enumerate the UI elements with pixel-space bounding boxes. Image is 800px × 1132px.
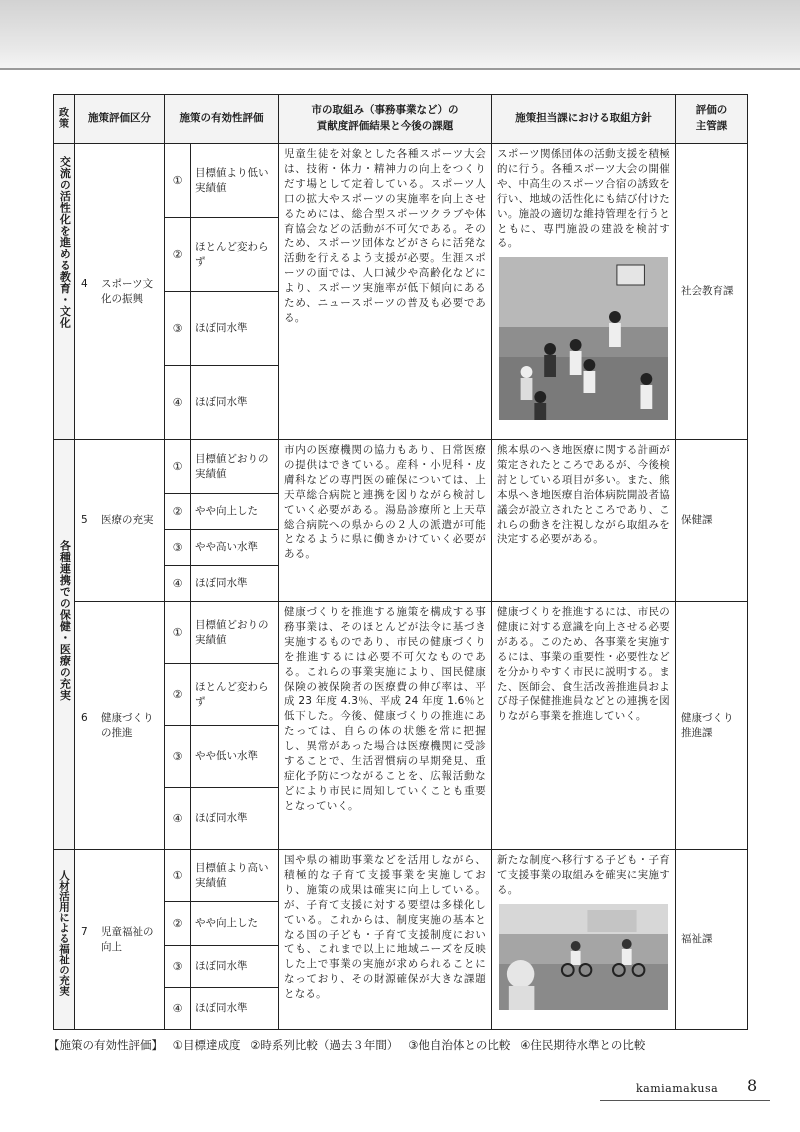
eval-mark: ③ (165, 530, 191, 566)
category-cell (75, 602, 165, 850)
legend-item: ①目標達成度 (172, 1038, 241, 1052)
contribution-text: 児童生徒を対象とした各種スポーツ大会は、技術・体力・精神力の向上をつくりだす場として定着している。スポーツ人口の拡大やスポーツの実施率を向上させるためには、総合型スポーツクラブや体育協会などの活動が不可欠である。そのため、スポーツ団体などがさらに活発な活動を行えるよう支援が必要。生涯スポーツの面では、人口減少や高齢化などにより、スポーツ実施率が低下傾向にあるため、ニュースポーツの普及も必要である。 (279, 144, 492, 440)
category-name: 医療の充実 (101, 514, 154, 527)
eval-value: ほぼ同水準 (191, 946, 279, 988)
dept-policy-text: 熊本県のへき地医療に関する計画が策定されたところであるが、今後検討としている項目が多い。また、熊本県へき地医療自治体病院開設者協議会が設立されたところであり、これらの動きを注視しながら取組みを決定する必要がある。 (492, 440, 676, 602)
eval-value: やや低い水準 (191, 726, 279, 788)
header-contribution: 市の取組み（事務事業など）の 貢献度評価結果と今後の課題 (279, 95, 492, 144)
eval-mark: ② (165, 494, 191, 530)
eval-value: 目標値より低い実績値 (191, 144, 279, 218)
category-number: 6 (81, 711, 88, 724)
legend (48, 1037, 768, 1053)
category-name: 健康づくりの推進 (101, 711, 154, 739)
dept-policy-text: 健康づくりを推進するには、市民の健康に対する意識を向上させる必要がある。このため、各事業を実施するには、事業の重要性・必要性などを分かりやすく市民に説明する。また、医師会、食生活改善推進員および母子保健推進員などとの連携を図りながら事業を推進していく。 (492, 602, 676, 850)
page-number: 8 (747, 1076, 758, 1095)
eval-mark: ② (165, 664, 191, 726)
header-category: 施策評価区分 (75, 95, 165, 144)
table-row (54, 440, 748, 494)
eval-mark: ④ (165, 788, 191, 850)
header-responsible: 評価の 主管課 (676, 95, 748, 144)
top-header-band (0, 0, 800, 70)
eval-value: 目標値どおりの実績値 (191, 602, 279, 664)
legend-label: 【施策の有効性評価】 (48, 1038, 163, 1052)
category-name: スポーツ文化の振興 (101, 277, 154, 305)
contribution-text: 国や県の補助事業などを活用しながら、積極的な子育て支援事業を実施しており、施策の成果は確実に向上している。が、子育て支援に対する要望は多様化している。これからは、制度実施の基本となる国の子ども・子育て支援制度においても、これまで以上に地域ニーズを反映した上で事業の実施が求められることになっており、その財源確保が大きな課題となる。 (279, 850, 492, 1030)
policy-cell (54, 440, 75, 850)
balance-bike-photo-icon (499, 904, 668, 1010)
eval-value: ほとんど変わらず (191, 218, 279, 292)
responsible-dept: 社会教育課 (676, 144, 748, 440)
header-dept-policy: 施策担当課における取組方針 (492, 95, 676, 144)
dept-policy-text: スポーツ関係団体の活動支援を積極的に行う。各種スポーツ大会の開催や、中高生のスポーツ合宿の誘致を行い、地域の活性化にも結び付けたい。施設の適切な維持管理を行うとともに、専門施設の建設を検討する。 (497, 148, 670, 250)
eval-mark: ② (165, 218, 191, 292)
eval-value: やや向上した (191, 902, 279, 946)
contribution-text: 健康づくりを推進する施策を構成する事務事業は、そのほとんどが法令に基づき実施するものであり、市民の健康づくりを推進するには必要不可欠なものである。これらの事業実施により、国民健康保険の被保険者の医療費の伸び率は、平成 23 年度 4.3％、平成 24 年度 1.6％と低下した。今後、健康づくりの推進にあたっては、自らの体の状態を常に把握し、異常があった場合は医療機関に受診することで、生活習慣病の早期発見、重症化予防につながることを、広報活動などにより市民に周知していくことも重要となっていく。 (279, 602, 492, 850)
eval-mark: ③ (165, 292, 191, 366)
eval-value: ほぼ同水準 (191, 788, 279, 850)
table-row (54, 602, 748, 664)
footer-rule (600, 1100, 770, 1101)
category-number: 5 (81, 514, 88, 527)
header-policy: 政策 (54, 95, 75, 144)
dept-policy-cell (492, 144, 676, 440)
legend-item: ④住民期待水準との比較 (520, 1038, 646, 1052)
table-row (54, 144, 748, 218)
eval-value: ほぼ同水準 (191, 566, 279, 602)
eval-value: ほぼ同水準 (191, 292, 279, 366)
eval-mark: ④ (165, 566, 191, 602)
responsible-dept: 保健課 (676, 440, 748, 602)
category-cell (75, 440, 165, 602)
header-effectiveness: 施策の有効性評価 (165, 95, 279, 144)
eval-mark: ② (165, 902, 191, 946)
category-number: 4 (81, 277, 88, 290)
eval-value: 目標値どおりの実績値 (191, 440, 279, 494)
eval-value: 目標値より高い実績値 (191, 850, 279, 902)
eval-value: ほぼ同水準 (191, 988, 279, 1030)
responsible-dept: 福祉課 (676, 850, 748, 1030)
policy-title: 人材活用による福祉の充実 (58, 870, 71, 996)
legend-item: ②時系列比較（過去３年間） (250, 1038, 399, 1052)
eval-mark: ① (165, 602, 191, 664)
eval-mark: ④ (165, 988, 191, 1030)
policy-cell (54, 850, 75, 1030)
policy-title: 交流の活性化を進める教育・文化 (58, 156, 72, 329)
contribution-text: 市内の医療機関の協力もあり、日常医療の提供はできている。産科・小児科・皮膚科などの専門医の確保については、上天草総合病院と連携を図りながら検討していく必要がある。湯島診療所と上天草総合病院への県からの２人の派遣が可能となるように県に働きかけていく必要がある。 (279, 440, 492, 602)
policy-title: 各種連携での保健・医療の充実 (58, 540, 72, 701)
table-row (54, 850, 748, 902)
basketball-photo (499, 257, 668, 420)
eval-mark: ③ (165, 946, 191, 988)
table-header-row (54, 95, 748, 144)
eval-mark: ① (165, 850, 191, 902)
eval-value: やや高い水準 (191, 530, 279, 566)
category-cell (75, 850, 165, 1030)
balance-bike-photo (499, 904, 668, 1010)
basketball-photo-icon (499, 257, 668, 420)
footer-brand: kamiamakusa (636, 1082, 719, 1095)
eval-value: ほぼ同水準 (191, 366, 279, 440)
dept-policy-text: 新たな制度へ移行する子ども・子育て支援事業の取組みを確実に実施する。 (497, 854, 670, 896)
policy-cell (54, 144, 75, 440)
legend-item: ③他自治体との比較 (408, 1038, 511, 1052)
eval-mark: ③ (165, 726, 191, 788)
category-cell (75, 144, 165, 440)
eval-value: ほとんど変わらず (191, 664, 279, 726)
category-number: 7 (81, 925, 88, 938)
policy-evaluation-table (53, 94, 748, 1030)
dept-policy-cell (492, 850, 676, 1030)
eval-mark: ① (165, 440, 191, 494)
category-name: 児童福祉の向上 (101, 925, 154, 953)
eval-mark: ① (165, 144, 191, 218)
responsible-dept: 健康づくり推進課 (676, 602, 748, 850)
eval-mark: ④ (165, 366, 191, 440)
eval-value: やや向上した (191, 494, 279, 530)
